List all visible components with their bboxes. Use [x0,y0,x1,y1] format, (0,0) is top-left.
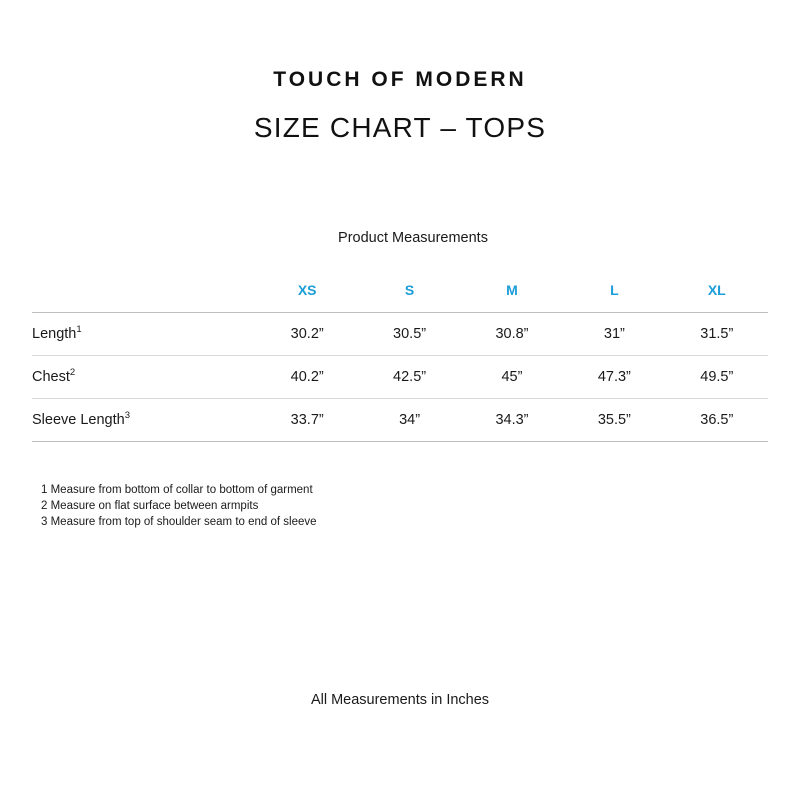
table-caption: Product Measurements [338,230,488,246]
footnote-marker: 3 [124,410,131,422]
cell-length-l: 31” [563,313,665,356]
footnote-2: 2 Measure on flat surface between armpits [41,500,259,512]
cell-chest-xl: 49.5” [666,356,768,399]
row-label-chest [32,356,256,399]
table-row [32,399,768,442]
units-note: All Measurements in Inches [310,692,490,708]
cell-chest-xs: 40.2” [256,356,358,399]
size-chart-table [32,268,768,442]
row-label-text: Chest [32,369,70,385]
column-header-xs: XS [256,268,358,313]
table-header-row [32,268,768,313]
cell-length-m: 30.8” [461,313,563,356]
footnote-marker: 2 [69,367,76,379]
footnote-marker: 1 [76,324,82,336]
cell-chest-s: 42.5” [358,356,460,399]
cell-chest-m: 45” [461,356,563,399]
cell-sleeve-s: 34” [358,399,460,442]
footnotes-block [41,482,317,530]
cell-sleeve-l: 35.5” [563,399,665,442]
cell-chest-l: 47.3” [563,356,665,399]
cell-length-s: 30.5” [358,313,460,356]
page-title: SIZE CHART – TOPS [253,112,547,143]
header-corner-blank [32,268,256,313]
cell-sleeve-xs: 33.7” [256,399,358,442]
column-header-m: M [461,268,563,313]
column-header-xl: XL [666,268,768,313]
measurements-section [32,230,768,442]
row-label-sleeve-length [32,399,256,442]
cell-length-xs: 30.2” [256,313,358,356]
row-label-length [32,313,256,356]
cell-length-xl: 31.5” [666,313,768,356]
table-row [32,313,768,356]
cell-sleeve-xl: 36.5” [666,399,768,442]
footnote-1: 1 Measure from bottom of collar to bottom of garment [41,484,313,496]
column-header-s: S [358,268,460,313]
cell-sleeve-m: 34.3” [461,399,563,442]
brand-wordmark: TOUCH OF MODERN [273,68,527,91]
row-label-text: Length [32,326,77,342]
column-header-l: L [563,268,665,313]
footnote-3: 3 Measure from top of shoulder seam to end of sleeve [41,516,317,528]
table-row [32,356,768,399]
row-label-text: Sleeve Length [32,412,125,428]
